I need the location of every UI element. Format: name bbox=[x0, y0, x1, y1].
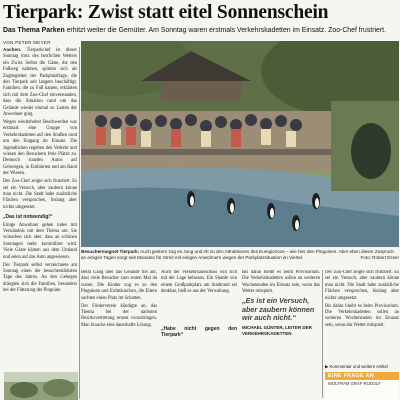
paragraph: Der Förderverein kündigte an, das Thema bei der nächsten Bezirksvertretung erneut vorzubringen. Man brauche eine dauerhafte Lösung. bbox=[81, 303, 157, 328]
paragraph: Einige Anwohner gehen indes mit Verständnis mit dem Thema um. Sie wünschen sich aber, dass an schönen Sonntagen mehr kontrolliert wird. Viele Gäste kämen aus dem Umland und seien auf das Auto angewiesen. bbox=[3, 222, 77, 260]
caption-text: Auch gestern zog es Jung und Alt zu den Attraktionen des Euregiozoos – wie hier den Pinguinen. Aber eben dieser Zuspruch an einigen Tagen sorgt seit Monaten für Streit mit einigen Anwohnern wegen der Parkplatzsituation im Viertel. bbox=[81, 249, 394, 260]
article-column-2 bbox=[81, 270, 157, 398]
quote-author: MICHAEL GÜNTER, LEITER DER VERKEHRSKADETTEN bbox=[242, 324, 312, 336]
paragraph: Wegen wiederholter Beschwerden war erstmals eine Gruppe von Verkehrskadetten auf den Straßen rund um den Eingang im Einsatz. Die Jugendlichen regelten den Verkehr und wiesen den Besuchern freie Plätze zu. Dennoch standen Autos auf Gehwegen, in Einfahrten und am Rand der Wiesen. bbox=[3, 119, 77, 177]
column-divider bbox=[79, 47, 80, 399]
photo-illustration bbox=[81, 41, 399, 247]
secondary-photo-illustration bbox=[4, 372, 78, 400]
article-column-3 bbox=[161, 270, 237, 398]
paragraph: Der Zoo-Chef zeigte sich frustriert. Es sei ein Versuch, aber zaubern könne man nicht. Die Stadt habe zusätzliche Flächen versprochen, bislang aber nichts umgesetzt. bbox=[3, 179, 77, 210]
dateline: Aachen. bbox=[3, 47, 22, 52]
interview-box bbox=[325, 372, 399, 400]
interview-box-name: WOLFRAM GRAF-RUDOLF bbox=[328, 381, 381, 386]
paragraph: Bis dahin bleibt es beim Provisorium. Die Verkehrskadetten sollen an weiteren Wochenenden im Einsatz sein, wenn das Wetter mitspielt. bbox=[325, 303, 399, 328]
column-divider bbox=[322, 270, 323, 398]
caption-lead: Besuchermagnet Tierpark: bbox=[81, 249, 140, 254]
section-subheading: „Habe nicht gegen den Tierpark“ bbox=[161, 325, 237, 339]
main-photo-penguins bbox=[81, 41, 399, 247]
article-column-5 bbox=[325, 270, 399, 362]
paragraph: Der Zoo-Chef zeigte sich frustriert. Es sei ein Versuch, aber zaubern könne man nicht. Die Stadt habe zusätzliche Flächen versprochen, bislang aber nichts umgesetzt. bbox=[325, 270, 399, 301]
article-column-left bbox=[3, 47, 77, 365]
subhead-topic: Das Thema Parken bbox=[3, 27, 65, 34]
subhead-text: erhitzt weiter die Gemüter. Am Sonntag waren erstmals Verkehrskadetten im Einsatz. Zoo-Chef frustriert. bbox=[64, 27, 386, 34]
section-subheading: „Das ist notwendig!“ bbox=[3, 214, 53, 221]
photo-credit: Foto: Robert Esser bbox=[360, 255, 399, 260]
paragraph: Bis dahin bleibt es beim Provisorium. Die Verkehrskadetten sollen an weiteren Wochenenden im Einsatz sein, wenn das Wetter mitspielt. bbox=[242, 270, 320, 295]
photo-caption bbox=[81, 249, 399, 261]
byline: VON PETER MEYER bbox=[3, 40, 51, 45]
paragraph: Der Tierpark selbst verzeichnete am Sonntag einen der besucherstärksten Tage des Jahres. An den Gehegen drängten sich die Familien, besonders bei der Fütterung der Pinguine. bbox=[3, 262, 77, 294]
interview-box-heading: EINE FRAGE AN bbox=[325, 372, 399, 380]
related-link[interactable]: ▶ Kommentar und weitere Artikel bbox=[325, 364, 389, 369]
article-subhead bbox=[3, 26, 399, 35]
secondary-photo bbox=[4, 372, 78, 400]
pull-quote bbox=[242, 297, 316, 337]
paragraph: Auch der Verkehrsausschuss will sich mit der Lage befassen. Ein Shuttle von einem Großparkplatz am Stadtrand sei denkbar, hieß es aus der Verwaltung. bbox=[161, 270, 237, 295]
paragraph: Beim Gang über das Gelände fiel auf, dass viele Besucher zum ersten Mal da waren. Die Kinder zog es zu den Pinguinen und Erdmännchen, die Eltern suchten einen Platz im Schatten. bbox=[81, 270, 157, 301]
paragraph: Aachen. Tierparkchef ist dieser Sonntag trotz des herrlichen Wetters ein Zwist. Selbst die Gäste, die den Fußweg nahmen, spürten sich als Zugbegleiter der Parkplatzfrage, die den Tierpark seit langem beschäftigt. Familien, die zu Fuß kamen, erklärten sich mit dem Zoo-Chef einverstanden, dass die Situation rund um das Gelände wieder einmal zu Lasten der Anwohner ging. bbox=[3, 47, 77, 118]
quote-text: „Es ist ein Versuch, aber zaubern können wir auch nicht.“ bbox=[242, 296, 315, 323]
article-headline: Tierpark: Zwist statt eitel Sonnenschein bbox=[3, 2, 329, 23]
article-column-4 bbox=[242, 270, 320, 296]
